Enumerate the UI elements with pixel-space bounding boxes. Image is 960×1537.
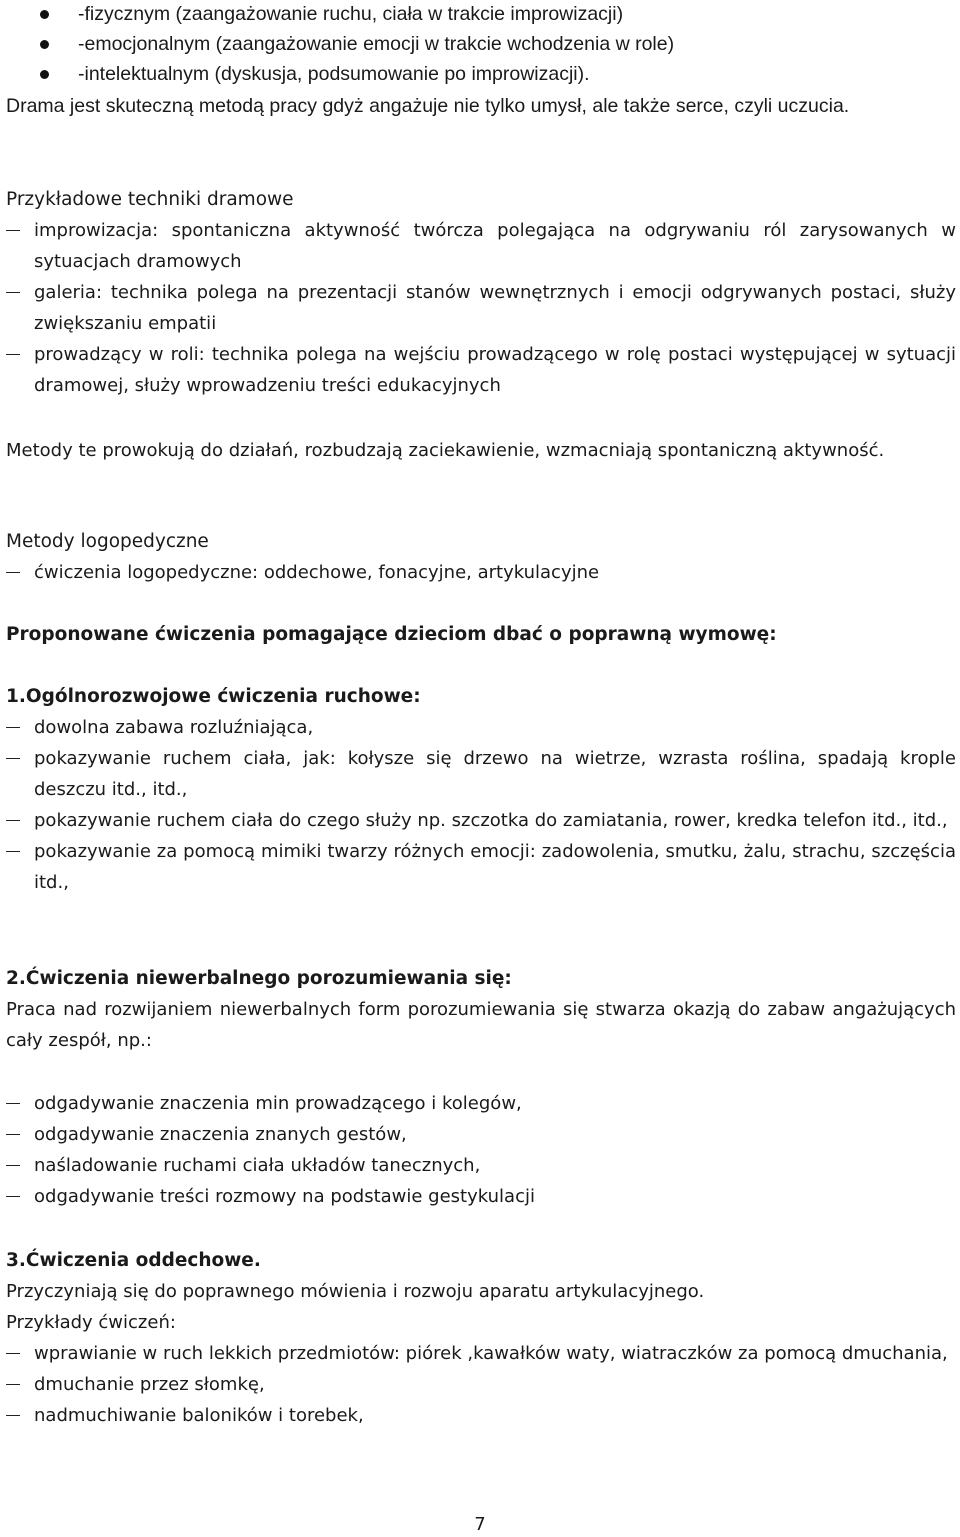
- list-item: [6, 277, 956, 339]
- list-item: [6, 712, 956, 743]
- list-item: [6, 743, 956, 805]
- dash-icon: [6, 820, 20, 821]
- list-item: [6, 1369, 956, 1400]
- bullet-text: -fizycznym (zaangażowanie ruchu, ciała w trakcie improwizacji): [78, 3, 624, 25]
- dash-icon: [6, 851, 20, 852]
- bullet-icon: [40, 10, 49, 19]
- bullet-item: [0, 60, 960, 90]
- list-item-text: naśladowanie ruchami ciała układów tanecznych,: [34, 1155, 481, 1176]
- drama-paragraph: Drama jest skuteczną metodą pracy gdyż angażuje nie tylko umysł, ale także serce, czyli uczucia.: [6, 95, 850, 117]
- list-item-text: pokazywanie ruchem ciała do czego służy np. szczotka do zamiatania, rower, kredka telefon itd., itd.,: [34, 810, 948, 831]
- bullet-icon: [40, 40, 49, 49]
- section-3: [6, 1245, 956, 1431]
- bullet-text: -emocjonalnym (zaangażowanie emocji w trakcie wchodzenia w role): [78, 33, 675, 55]
- list-item: [6, 805, 956, 836]
- bullet-icon: [40, 70, 49, 79]
- dash-icon: [6, 354, 20, 355]
- speech-methods-section: [6, 526, 956, 588]
- section-heading: 1.Ogólnorozwojowe ćwiczenia ruchowe:: [6, 686, 421, 707]
- dash-icon: [6, 1134, 20, 1135]
- list-item: [6, 1400, 956, 1431]
- list-item: [6, 836, 956, 898]
- dash-icon: [6, 1384, 20, 1385]
- section-1: [6, 681, 956, 898]
- dash-icon: [6, 727, 20, 728]
- bullet-item: [0, 0, 960, 30]
- list-item-text: ćwiczenia logopedyczne: oddechowe, fonacyjne, artykulacyjne: [34, 562, 600, 583]
- dash-icon: [6, 230, 20, 231]
- methods-paragraph: Metody te prowokują do działań, rozbudzają zaciekawienie, wzmacniają spontaniczną aktywność.: [6, 440, 885, 461]
- page-number: 7: [474, 1514, 486, 1535]
- list-item: [6, 1150, 956, 1181]
- list-item-text: pokazywanie za pomocą mimiki twarzy różnych emocji: zadowolenia, smutku, żalu, strachu, szczęścia itd.,: [34, 841, 956, 893]
- dash-icon: [6, 1196, 20, 1197]
- list-item-text: galeria: technika polega na prezentacji stanów wewnętrznych i emocji odgrywanych postaci, służy zwiększaniu empatii: [34, 282, 956, 334]
- dash-icon: [6, 1165, 20, 1166]
- section-heading: Przykładowe techniki dramowe: [6, 189, 294, 210]
- list-item-text: dmuchanie przez słomkę,: [34, 1374, 265, 1395]
- dash-icon: [6, 758, 20, 759]
- section-heading: Metody logopedyczne: [6, 531, 209, 552]
- list-item: [6, 215, 956, 277]
- dash-icon: [6, 1353, 20, 1354]
- list-item: [6, 339, 956, 401]
- section-heading: 2.Ćwiczenia niewerbalnego porozumiewania się:: [6, 968, 512, 989]
- list-item-text: wprawianie w ruch lekkich przedmiotów: piórek ,kawałków waty, wiatraczków za pomocą dmuchania,: [34, 1343, 948, 1364]
- list-item-text: nadmuchiwanie baloników i torebek,: [34, 1405, 364, 1426]
- section-3-examples-label: Przykłady ćwiczeń:: [6, 1312, 176, 1333]
- technique-list: [6, 215, 956, 401]
- list-item-text: odgadywanie znaczenia znanych gestów,: [34, 1124, 407, 1145]
- section-heading: 3.Ćwiczenia oddechowe.: [6, 1250, 261, 1271]
- proposed-heading: Proponowane ćwiczenia pomagające dzieciom dbać o poprawną wymowę:: [6, 624, 777, 645]
- intro-bullet-list: [0, 0, 960, 90]
- dash-icon: [6, 292, 20, 293]
- list-item: [6, 1181, 956, 1212]
- section-2-list-block: [6, 1088, 956, 1212]
- bullet-text: -intelektualnym (dyskusja, podsumowanie po improwizacji).: [78, 63, 590, 85]
- dash-icon: [6, 572, 20, 573]
- drama-techniques-section: [6, 184, 956, 401]
- list-item: [6, 1088, 956, 1119]
- list-item: [6, 1119, 956, 1150]
- section-3-intro: Przyczyniają się do poprawnego mówienia i rozwoju aparatu artykulacyjnego.: [6, 1281, 705, 1302]
- list-item-text: pokazywanie ruchem ciała, jak: kołysze się drzewo na wietrze, wzrasta roślina, spadają krople deszczu itd., itd.,: [34, 748, 956, 800]
- list-item: [6, 557, 956, 588]
- section-1-list: [6, 712, 956, 898]
- section-3-list: [6, 1338, 956, 1431]
- section-2-list: [6, 1088, 956, 1212]
- list-item-text: improwizacja: spontaniczna aktywność twórcza polegająca na odgrywaniu ról zarysowanych w sytuacjach dramowych: [34, 220, 956, 272]
- bullet-item: [0, 30, 960, 60]
- list-item-text: odgadywanie treści rozmowy na podstawie gestykulacji: [34, 1186, 535, 1207]
- section-2: [6, 963, 956, 1056]
- speech-method-list: [6, 557, 956, 588]
- list-item-text: odgadywanie znaczenia min prowadzącego i kolegów,: [34, 1093, 522, 1114]
- dash-icon: [6, 1103, 20, 1104]
- dash-icon: [6, 1415, 20, 1416]
- list-item: [6, 1338, 956, 1369]
- section-2-intro: Praca nad rozwijaniem niewerbalnych form porozumiewania się stwarza okazją do zabaw angażujących cały zespół, np.:: [6, 999, 956, 1051]
- list-item-text: prowadzący w roli: technika polega na wejściu prowadzącego w rolę postaci występującej w sytuacji dramowej, służy wprowadzeniu treści edukacyjnych: [34, 344, 956, 396]
- list-item-text: dowolna zabawa rozluźniająca,: [34, 717, 314, 738]
